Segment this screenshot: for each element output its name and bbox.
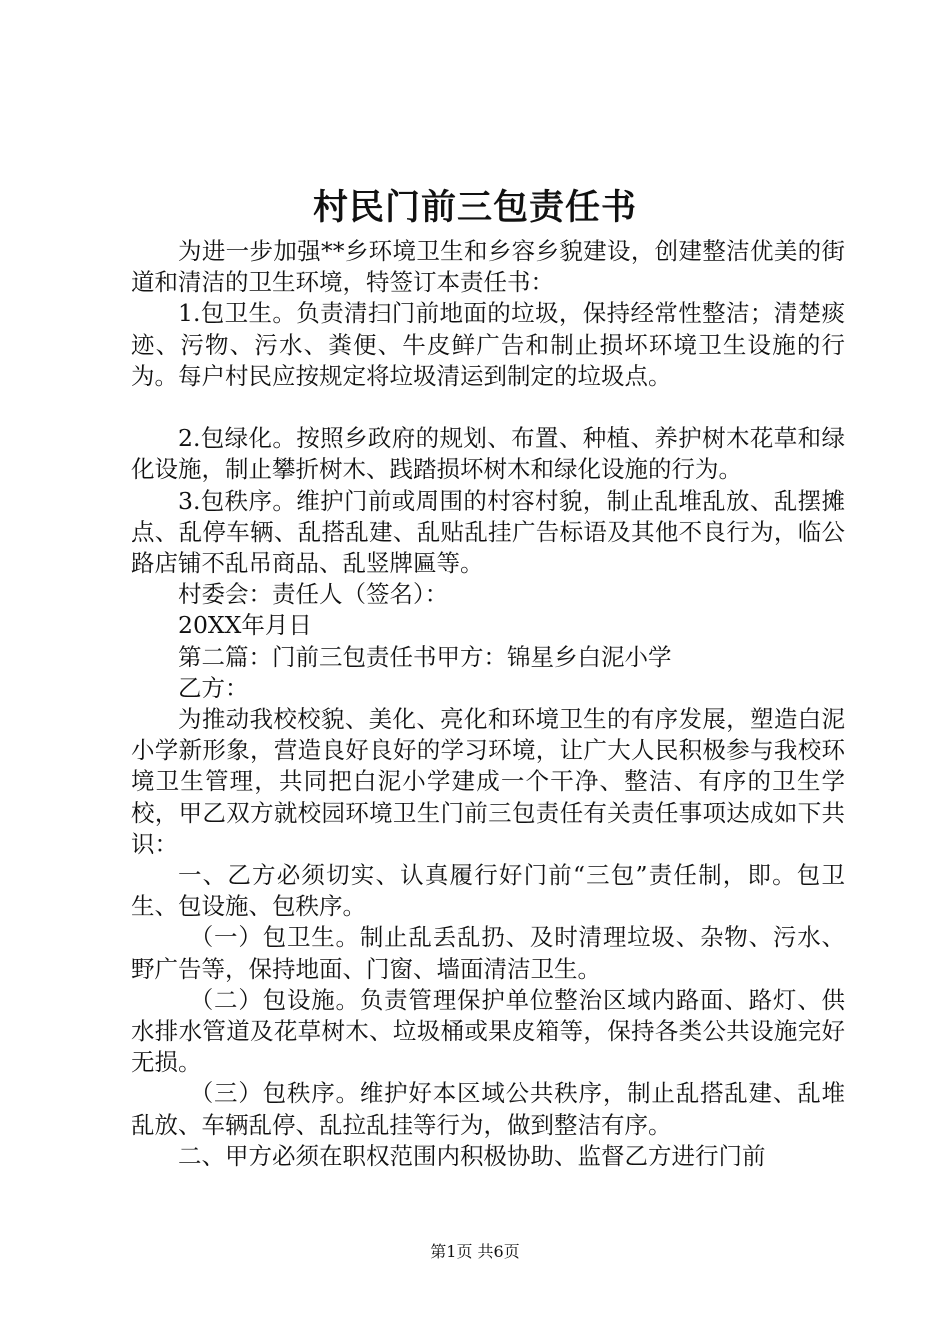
page-number: 第1页 共6页 — [430, 1242, 520, 1261]
paragraph-clause-2: 二、甲方必须在职权范围内积极协助、监督乙方进行门前 — [178, 1141, 766, 1170]
paragraph-clause-1: 一、乙方必须切实、认真履行好门前“三包”责任制，即。包卫生、包设施、包秩序。 — [131, 861, 845, 921]
paragraph-school-intro: 为推动我校校貌、美化、亮化和环境卫生的有序发展，塑造白泥小学新形象，营造良好良好的学习环境，让广大人民积极参与我校环境卫生管理，共同把白泥小学建成一个干净、整洁、有序的卫生学校，甲乙双方就校园环境卫生门前三包责任有关责任事项达成如下共识： — [131, 705, 845, 858]
paragraph-item-2: 2.包绿化。按照乡政府的规划、布置、种植、养护树木花草和绿化设施，制止攀折树木、践踏损坏树木和绿化设施的行为。 — [131, 424, 845, 484]
paragraph-item-1: 1.包卫生。负责清扫门前地面的垃圾，保持经常性整洁；清楚痰迹、污物、污水、粪便、牛皮鲜广告和制止损坏环境卫生设施的行为。每户村民应按规定将垃圾清运到制定的垃圾点。 — [131, 299, 845, 390]
document-title: 村民门前三包责任书 — [312, 187, 637, 228]
paragraph-item-3: 3.包秩序。维护门前或周围的村容村貌，制止乱堆乱放、乱摆摊点、乱停车辆、乱搭乱建、乱贴乱挂广告标语及其他不良行为，临公路店铺不乱吊商品、乱竖牌匾等。 — [131, 486, 845, 578]
paragraph-subclause-1: （一）包卫生。制止乱丢乱扔、及时清理垃圾、杂物、污水、野广告等，保持地面、门窗、墙面清洁卫生。 — [131, 923, 845, 983]
date-line: 20XX年月日 — [178, 611, 312, 640]
paragraph-subclause-3: （三）包秩序。维护好本区域公共秩序，制止乱搭乱建、乱堆乱放、车辆乱停、乱拉乱挂等行为，做到整洁有序。 — [131, 1079, 845, 1139]
paragraph-intro: 为进一步加强**乡环境卫生和乡容乡貌建设，创建整洁优美的街道和清洁的卫生环境，特签订本责任书： — [131, 237, 845, 297]
paragraph-subclause-2: （二）包设施。负责管理保护单位整治区域内路面、路灯、供水排水管道及花草树木、垃圾桶或果皮箱等，保持各类公共设施完好无损。 — [131, 985, 845, 1077]
document-body — [131, 236, 845, 1172]
section-two-heading: 第二篇：门前三包责任书甲方：锦星乡白泥小学 — [178, 642, 672, 671]
party-b-line: 乙方： — [178, 673, 249, 702]
signature-line: 村委会：责任人（签名）： — [178, 580, 449, 609]
